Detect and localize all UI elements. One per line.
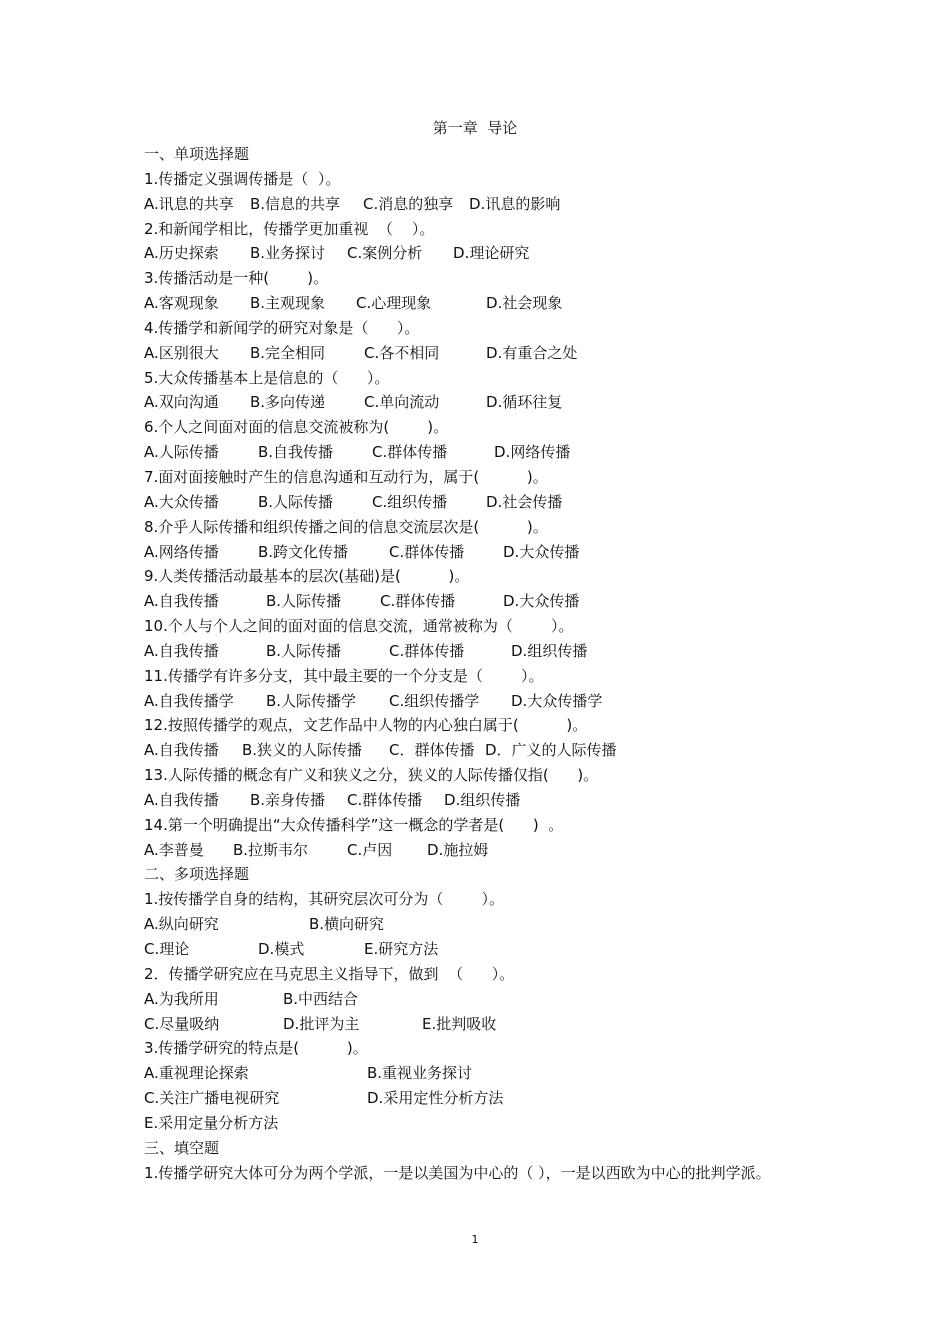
option: D.社会传播 <box>486 492 563 511</box>
option: B.狭义的人际传播 <box>242 741 363 760</box>
option: D.讯息的影响 <box>469 194 561 213</box>
option: D．广义的人际传播 <box>485 741 617 760</box>
option: D.组织传播 <box>511 641 588 660</box>
option: C.尽量吸纳 <box>144 1014 220 1033</box>
option: D.循环往复 <box>486 393 563 412</box>
multi-question-1-options-row1 <box>144 912 824 937</box>
option: B.亲身传播 <box>250 790 326 809</box>
question-12: 12.按照传播学的观点，文艺作品中人物的内心独白属于( )。 <box>144 716 588 735</box>
option: D.理论研究 <box>453 244 530 263</box>
multi-question-2-options-row2 <box>144 1012 824 1037</box>
option: A.自我传播学 <box>144 691 234 710</box>
option: C.群体传播 <box>372 443 448 462</box>
option: A.重视理论探索 <box>144 1064 249 1083</box>
question-9-options <box>144 589 824 614</box>
option: D.批评为主 <box>283 1014 360 1033</box>
option: C.卢因 <box>347 840 393 859</box>
option: C.组织传播学 <box>389 691 480 710</box>
question-11-options <box>144 689 824 714</box>
question-14: 14.第一个明确提出“大众传播科学”这一概念的学者是( ) 。 <box>144 815 564 834</box>
option: B.完全相同 <box>250 343 326 362</box>
question-2: 2.和新闻学相比，传播学更加重视 （ ）。 <box>144 219 435 238</box>
option: A.为我所用 <box>144 989 219 1008</box>
option: D.社会现象 <box>486 294 563 313</box>
question-3: 3.传播活动是一种( )。 <box>144 269 329 288</box>
multi-question-2-options-row1 <box>144 987 824 1012</box>
option: A.讯息的共享 <box>144 194 234 213</box>
option: B.人际传播 <box>258 492 334 511</box>
option: A.纵向研究 <box>144 915 219 934</box>
question-1-options <box>144 192 824 217</box>
option: A.自我传播 <box>144 741 219 760</box>
chapter-title: 第一章 导论 <box>432 119 518 137</box>
option: C.关注广播电视研究 <box>144 1089 280 1108</box>
multi-question-1: 1.按传播学自身的结构，其研究层次可分为（ ）。 <box>144 890 504 909</box>
question-5-options <box>144 390 824 415</box>
document-body <box>144 142 824 1185</box>
page-number: 1 <box>471 1233 479 1246</box>
option: D.施拉姆 <box>427 840 489 859</box>
option: C.群体传播 <box>389 542 465 561</box>
option: A.客观现象 <box>144 294 219 313</box>
option: D.组织传播 <box>444 790 521 809</box>
question-13-options <box>144 788 824 813</box>
option: B.中西结合 <box>283 989 359 1008</box>
option: D.网络传播 <box>494 443 571 462</box>
option: B.主观现象 <box>250 294 326 313</box>
option: B.跨文化传播 <box>258 542 349 561</box>
question-1: 1.传播定义强调传播是（ ）。 <box>144 169 341 188</box>
option: D.大众传播学 <box>511 691 603 710</box>
option: C.单向流动 <box>364 393 440 412</box>
fill-question-1: 1.传播学研究大体可分为两个学派，一是以美国为中心的（ ），一是以西欧为中心的批判学派。 <box>144 1163 771 1182</box>
option: C.心理现象 <box>356 294 432 313</box>
option: A.双向沟通 <box>144 393 219 412</box>
option: B.人际传播学 <box>266 691 357 710</box>
option: B.信息的共享 <box>250 194 341 213</box>
question-10: 10.个人与个人之间的面对面的信息交流，通常被称为（ ）。 <box>144 617 574 636</box>
question-8: 8.介乎人际传播和组织传播之间的信息交流层次是( )。 <box>144 517 548 536</box>
question-11: 11.传播学有许多分支，其中最主要的一个分支是（ ）。 <box>144 666 544 685</box>
multi-question-3: 3.传播学研究的特点是( )。 <box>144 1039 368 1058</box>
option: D.大众传播 <box>503 542 580 561</box>
option: B.业务探讨 <box>250 244 326 263</box>
question-6-options <box>144 440 824 465</box>
option: A.网络传播 <box>144 542 219 561</box>
question-6: 6.个人之间面对面的信息交流被称为( )。 <box>144 418 449 437</box>
multi-question-3-options-row2 <box>144 1086 824 1111</box>
option: B.横向研究 <box>309 915 385 934</box>
multi-question-1-options-row2 <box>144 937 824 962</box>
option: B.人际传播 <box>266 641 342 660</box>
option: B.重视业务探讨 <box>367 1064 473 1083</box>
section-heading-multiple-choice: 二、多项选择题 <box>144 865 250 884</box>
question-3-options <box>144 291 824 316</box>
option: C.群体传播 <box>347 790 423 809</box>
question-7: 7.面对面接触时产生的信息沟通和互动行为，属于( )。 <box>144 467 548 486</box>
option: D.模式 <box>258 940 305 958</box>
option: B.多向传递 <box>250 393 326 412</box>
option: C.理论 <box>144 940 190 958</box>
question-9: 9.人类传播活动最基本的层次(基础)是( )。 <box>144 567 470 586</box>
question-12-options <box>144 738 824 763</box>
question-4-options <box>144 341 824 366</box>
option: E.批判吸收 <box>422 1014 497 1033</box>
option: C.组织传播 <box>372 492 448 511</box>
option: E.研究方法 <box>364 940 439 958</box>
question-4: 4.传播学和新闻学的研究对象是（ ）。 <box>144 318 420 337</box>
option: C.各不相同 <box>364 343 440 362</box>
option: A.历史探索 <box>144 244 219 263</box>
option: A.区别很大 <box>144 343 219 362</box>
question-7-options <box>144 490 824 515</box>
question-13: 13.人际传播的概念有广义和狭义之分，狭义的人际传播仅指( )。 <box>144 766 599 785</box>
question-8-options <box>144 540 824 565</box>
option: B.拉斯韦尔 <box>233 840 309 859</box>
question-14-options <box>144 838 824 863</box>
multi-question-3-option-e: E.采用定量分析方法 <box>144 1113 279 1132</box>
section-heading-single-choice: 一、单项选择题 <box>144 145 250 163</box>
option: B.自我传播 <box>258 443 334 462</box>
option: A.自我传播 <box>144 790 219 809</box>
option: C.消息的独享 <box>363 194 454 213</box>
question-10-options <box>144 639 824 664</box>
option: C.群体传播 <box>380 592 456 611</box>
option: D.采用定性分析方法 <box>367 1089 504 1108</box>
multi-question-3-options-row1 <box>144 1061 824 1086</box>
multi-question-2: 2．传播学研究应在马克思主义指导下，做到 （ ）。 <box>144 964 515 983</box>
option: A.李普曼 <box>144 840 204 859</box>
option: C.群体传播 <box>389 641 465 660</box>
option: D.大众传播 <box>503 592 580 611</box>
option: A.自我传播 <box>144 592 219 611</box>
option: A.大众传播 <box>144 492 219 511</box>
option: A.自我传播 <box>144 641 219 660</box>
question-2-options <box>144 241 824 266</box>
question-5: 5.大众传播基本上是信息的（ ）。 <box>144 368 390 387</box>
option: C．群体传播 <box>389 741 475 760</box>
section-heading-fill-blank: 三、填空题 <box>144 1138 220 1157</box>
option: A.人际传播 <box>144 443 219 462</box>
option: D.有重合之处 <box>486 343 578 362</box>
option: C.案例分析 <box>347 244 423 263</box>
option: B.人际传播 <box>266 592 342 611</box>
